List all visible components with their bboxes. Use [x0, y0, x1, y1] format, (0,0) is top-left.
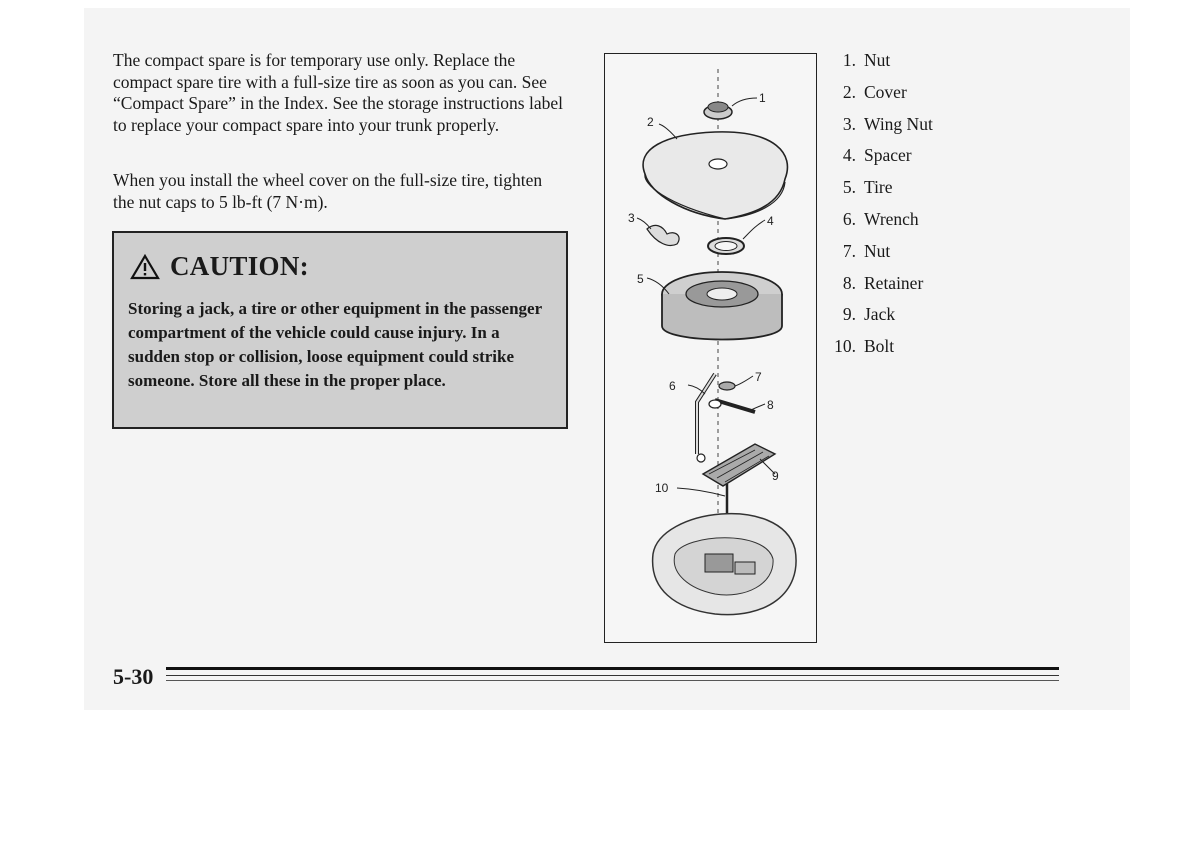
- legend-label: Wing Nut: [864, 113, 933, 134]
- caution-text: Storing a jack, a tire or other equipment in the passenger compartment of the vehicle could cause injury. In a sudden stop or collision, loose equipment could strike someone. Store all these in the proper place.: [128, 299, 542, 390]
- callout-1: 1: [759, 91, 766, 105]
- callout-2: 2: [647, 115, 654, 129]
- legend-item: [824, 241, 933, 273]
- parts-legend: [824, 50, 933, 368]
- footer-rule: [166, 675, 1059, 676]
- footer-rule: [166, 680, 1059, 681]
- caution-box: [112, 231, 568, 429]
- legend-label: Spacer: [864, 145, 912, 166]
- legend-label: Cover: [864, 81, 907, 102]
- callout-5: 5: [637, 272, 644, 286]
- footer-rule: [166, 667, 1059, 670]
- legend-label: Nut: [864, 50, 891, 70]
- exploded-view-illustration: [605, 54, 818, 644]
- legend-number: 1.: [842, 50, 856, 70]
- legend-number: 4.: [842, 145, 856, 166]
- caution-heading-row: [130, 251, 309, 282]
- legend-item: [824, 304, 933, 336]
- legend-number: 7.: [842, 240, 856, 261]
- legend-number: 8.: [842, 272, 856, 293]
- legend-item: [824, 145, 933, 177]
- legend-number: 3.: [842, 113, 856, 134]
- legend-item: [824, 336, 933, 368]
- legend-number: 10.: [834, 336, 856, 357]
- callout-8: 8: [767, 398, 774, 412]
- legend-number: 5.: [842, 177, 856, 198]
- legend-label: Jack: [864, 304, 896, 325]
- callout-6: 6: [669, 379, 676, 393]
- legend-item: [824, 82, 933, 114]
- spare-tire-diagram: [604, 53, 817, 643]
- legend-label: Bolt: [864, 336, 895, 357]
- wheel-cover-paragraph: When you install the wheel cover on the full-size tire, tighten the nut caps to 5 lb-ft (7 N·m).: [113, 170, 543, 212]
- legend-number: 6.: [842, 208, 856, 229]
- warning-triangle-icon: [130, 254, 160, 280]
- callout-4: 4: [767, 214, 774, 228]
- legend-item: [824, 177, 933, 209]
- legend-item: [824, 209, 933, 241]
- legend-label: Retainer: [864, 272, 924, 293]
- page-number: 5-30: [113, 664, 154, 689]
- legend-item: [824, 114, 933, 146]
- legend-number: 9.: [842, 304, 856, 325]
- callout-9: 9: [772, 469, 779, 483]
- callout-7: 7: [755, 370, 762, 384]
- legend-label: Nut: [864, 240, 891, 261]
- callout-3: 3: [628, 211, 635, 225]
- intro-paragraph: The compact spare is for temporary use only. Replace the compact spare tire with a full-size tire as soon as you can. See “Compact Spare” in the Index. See the storage instructions label to replace your compact spare into your trunk properly.: [113, 50, 564, 135]
- legend-number: 2.: [842, 81, 856, 102]
- legend-label: Tire: [864, 177, 893, 198]
- legend-item: [824, 273, 933, 305]
- legend-item: [824, 50, 933, 82]
- legend-label: Wrench: [864, 208, 919, 229]
- callout-10: 10: [655, 481, 669, 495]
- caution-heading: CAUTION:: [170, 251, 309, 281]
